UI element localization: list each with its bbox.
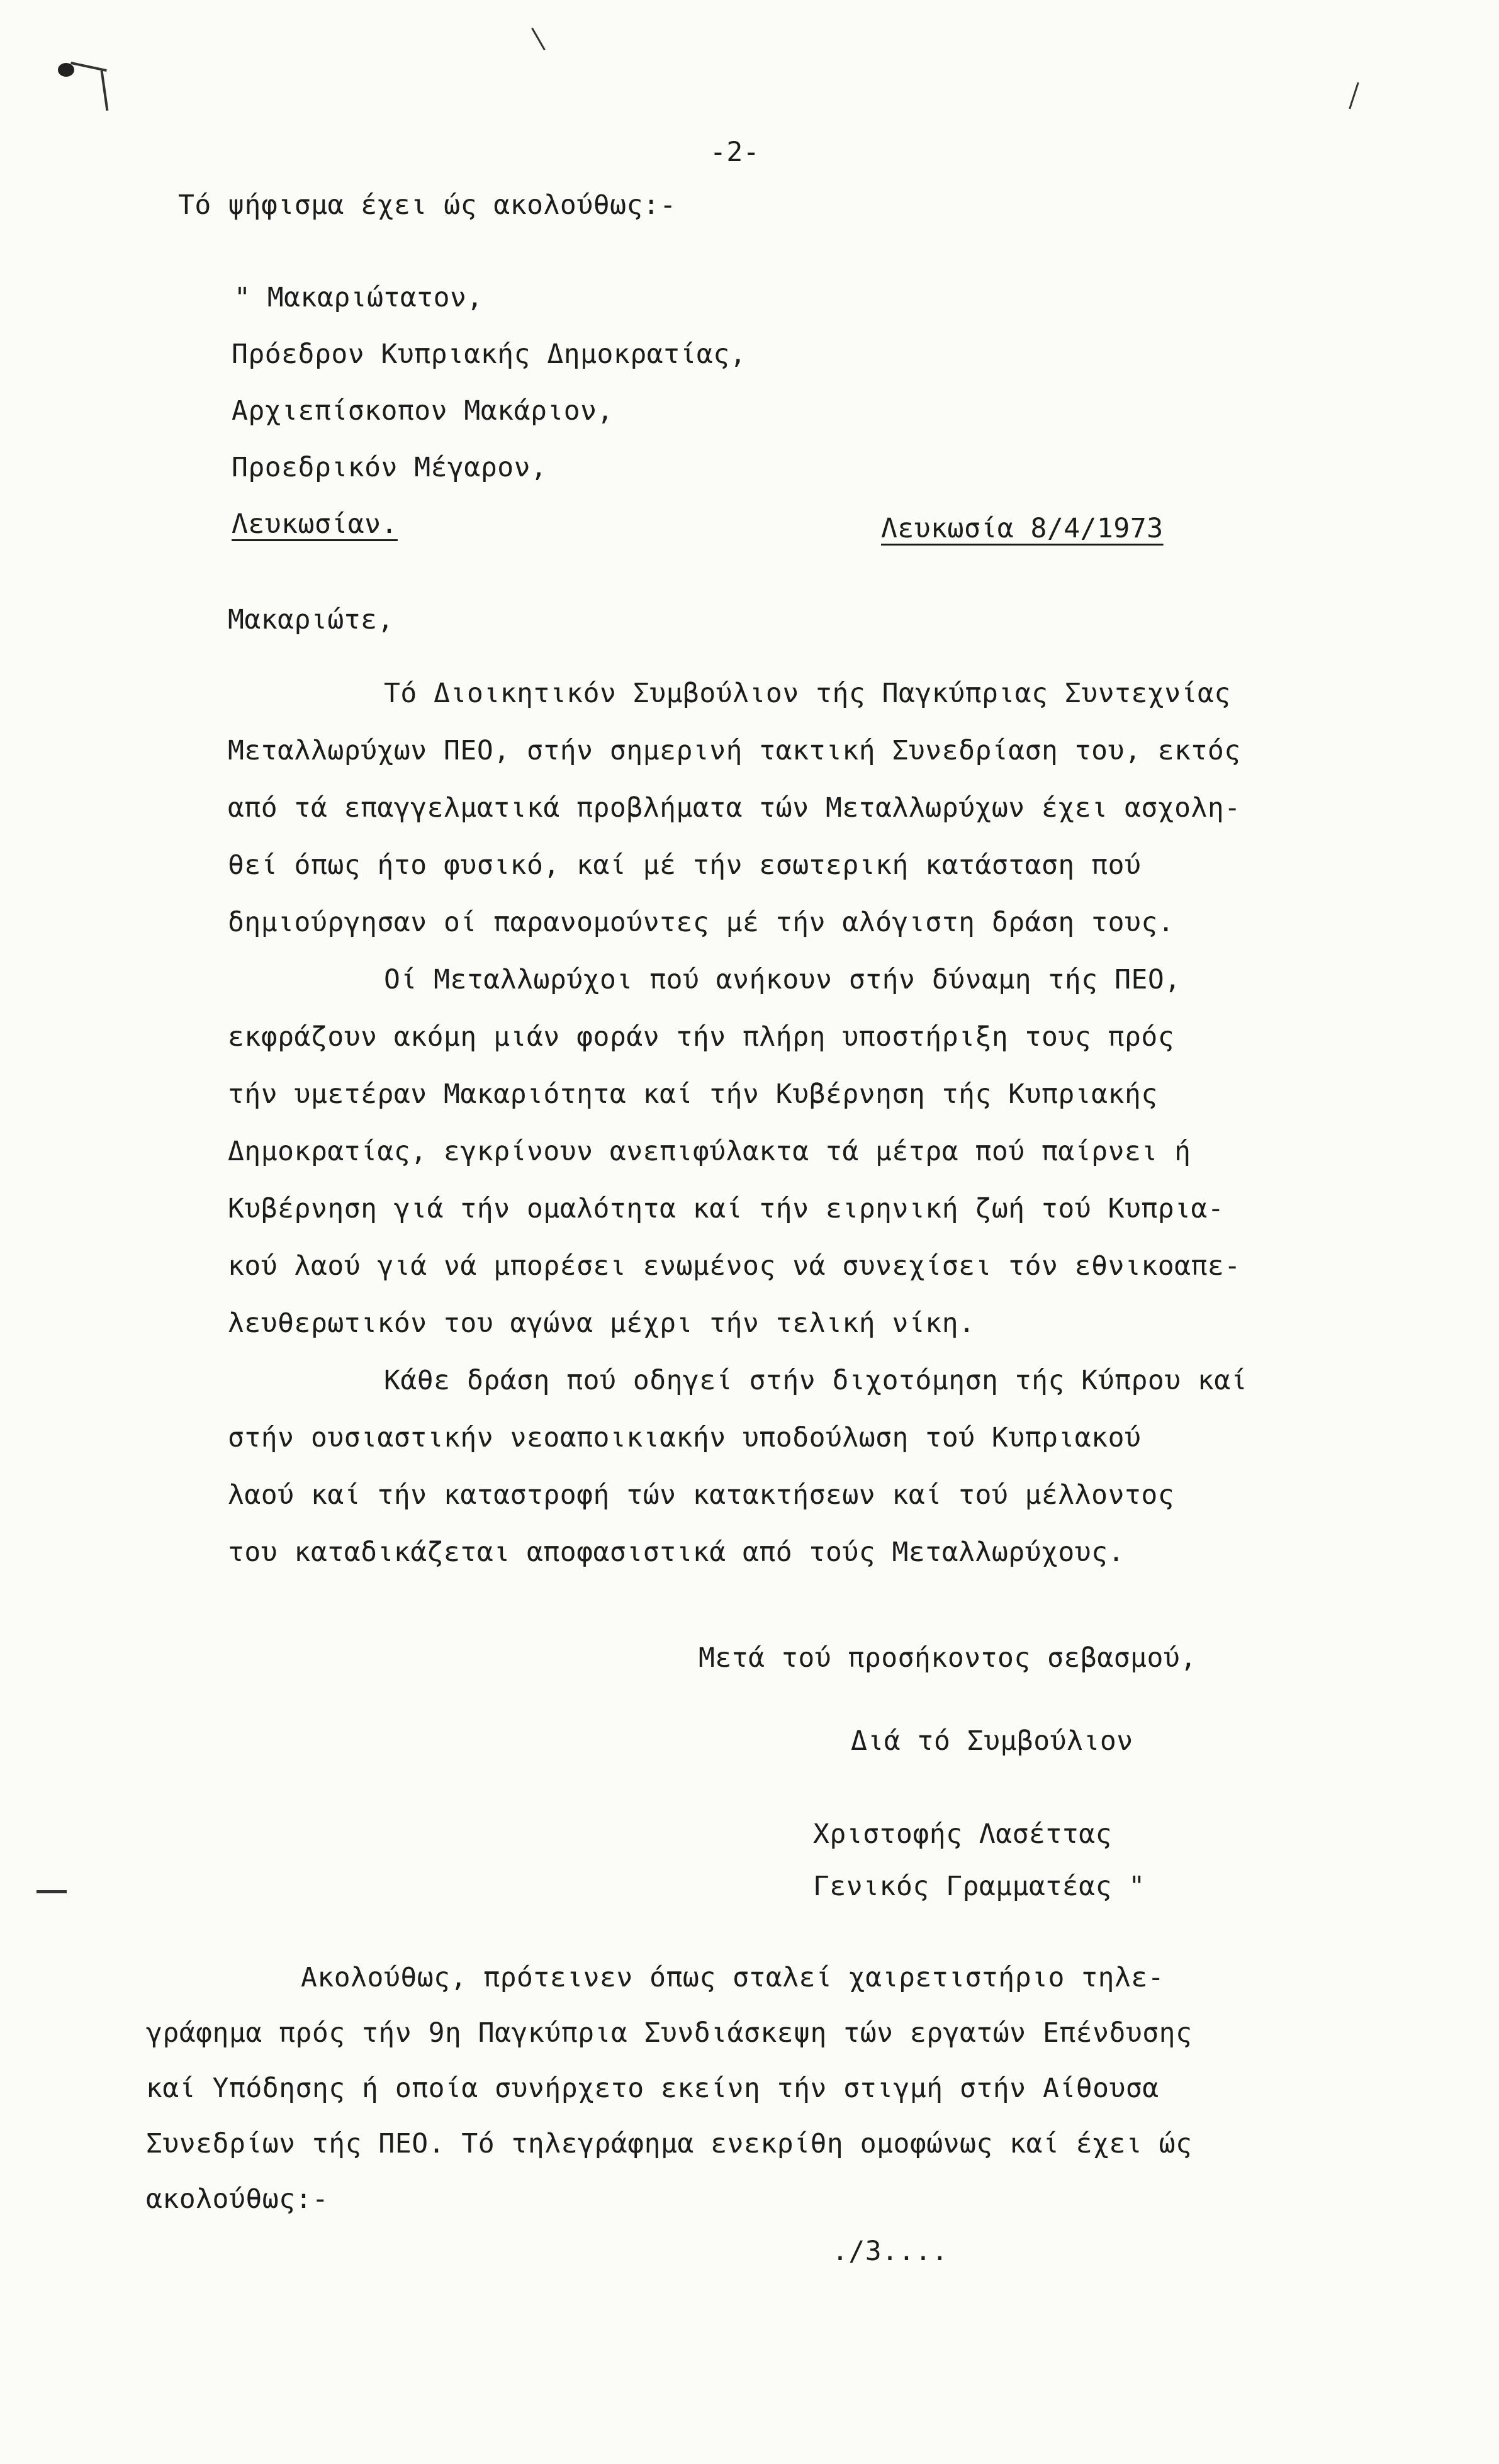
- closing-behalf: Διά τό Συμβούλιον: [851, 1725, 1133, 1757]
- followup-line: ακολούθως:-: [146, 2183, 329, 2215]
- address-line: " Μακαριώτατον,: [234, 282, 483, 313]
- body-line: Μεταλλωρύχων ΠΕΟ, στήν σημερινή τακτική Συνεδρίαση του, εκτός: [228, 735, 1241, 766]
- scan-stroke: [1349, 82, 1359, 109]
- body-line: τήν υμετέραν Μακαριότητα καί τήν Κυβέρνηση τής Κυπριακής: [228, 1078, 1158, 1110]
- followup-line: Ακολούθως, πρότεινεν όπως σταλεί χαιρετιστήριο τηλε-: [301, 1962, 1165, 1993]
- body-line: λαού καί τήν καταστροφή τών κατακτήσεων καί τού μέλλοντος: [228, 1479, 1175, 1511]
- address-line: Προεδρικόν Μέγαρον,: [232, 452, 547, 483]
- body-line: Οί Μεταλλωρύχοι πού ανήκουν στήν δύναμη τής ΠΕΟ,: [384, 964, 1181, 995]
- salutation: Μακαριώτε,: [228, 604, 394, 636]
- body-line: κού λαού γιά νά μπορέσει ενωμένος νά συνεχίσει τόν εθνικοαπε-: [228, 1250, 1241, 1282]
- body-line: δημιούργησαν οί παρανομούντες μέ τήν αλόγιστη δράση τους.: [228, 907, 1175, 938]
- body-line: Δημοκρατίας, εγκρίνουν ανεπιφύλακτα τά μέτρα πού παίρνει ή: [228, 1136, 1191, 1167]
- closing-regards: Μετά τού προσήκοντος σεβασμού,: [699, 1642, 1197, 1674]
- body-line: Κυβέρνηση γιά τήν ομαλότητα καί τήν ειρηνική ζωή τού Κυπρια-: [228, 1193, 1225, 1224]
- scan-stroke: [36, 1890, 67, 1893]
- body-line: θεί όπως ήτο φυσικό, καί μέ τήν εσωτερική κατάσταση πού: [228, 849, 1142, 881]
- scan-blot: [58, 63, 74, 77]
- body-line: από τά επαγγελματικά προβλήματα τών Μεταλλωρύχων έχει ασχολη-: [228, 792, 1241, 824]
- continuation-marker: ./3....: [832, 2236, 948, 2267]
- page-number: -2-: [710, 137, 760, 168]
- signer-name: Χριστοφής Λασέττας: [813, 1818, 1112, 1850]
- intro-line: Τό ψήφισμα έχει ώς ακολούθως:-: [178, 189, 677, 221]
- date-line: Λευκωσία 8/4/1973: [881, 513, 1164, 544]
- body-line: του καταδικάζεται αποφασιστικά από τούς Μεταλλωρύχους.: [228, 1537, 1125, 1568]
- followup-line: γράφημα πρός τήν 9η Παγκύπρια Συνδιάσκεψη τών εργατών Επένδυσης: [146, 2017, 1193, 2049]
- body-line: Τό Διοικητικόν Συμβούλιον τής Παγκύπριας Συντεχνίας: [384, 678, 1231, 709]
- body-line: λευθερωτικόν του αγώνα μέχρι τήν τελική νίκη.: [228, 1308, 975, 1339]
- body-line: στήν ουσιαστικήν νεοαποικιακήν υποδούλωση τού Κυπριακού: [228, 1422, 1142, 1453]
- followup-line: καί Υπόδησης ή οποία συνήρχετο εκείνη τήν στιγμή στήν Αίθουσα: [146, 2073, 1159, 2104]
- address-city: Λευκωσίαν.: [232, 508, 398, 540]
- scan-stroke: [531, 28, 546, 50]
- followup-line: Συνεδρίων τής ΠΕΟ. Τό τηλεγράφημα ενεκρίθη ομοφώνως καί έχει ώς: [146, 2128, 1193, 2159]
- signer-title: Γενικός Γραμματέας ": [813, 1871, 1145, 1902]
- body-line: εκφράζουν ακόμη μιάν φοράν τήν πλήρη υποστήριξη τους πρός: [228, 1021, 1175, 1053]
- scan-stroke: [101, 70, 109, 111]
- address-line: Αρχιεπίσκοπον Μακάριον,: [232, 395, 614, 427]
- address-line: Πρόεδρον Κυπριακής Δημοκρατίας,: [232, 339, 747, 370]
- body-line: Κάθε δράση πού οδηγεί στήν διχοτόμηση τής Κύπρου καί: [384, 1365, 1248, 1396]
